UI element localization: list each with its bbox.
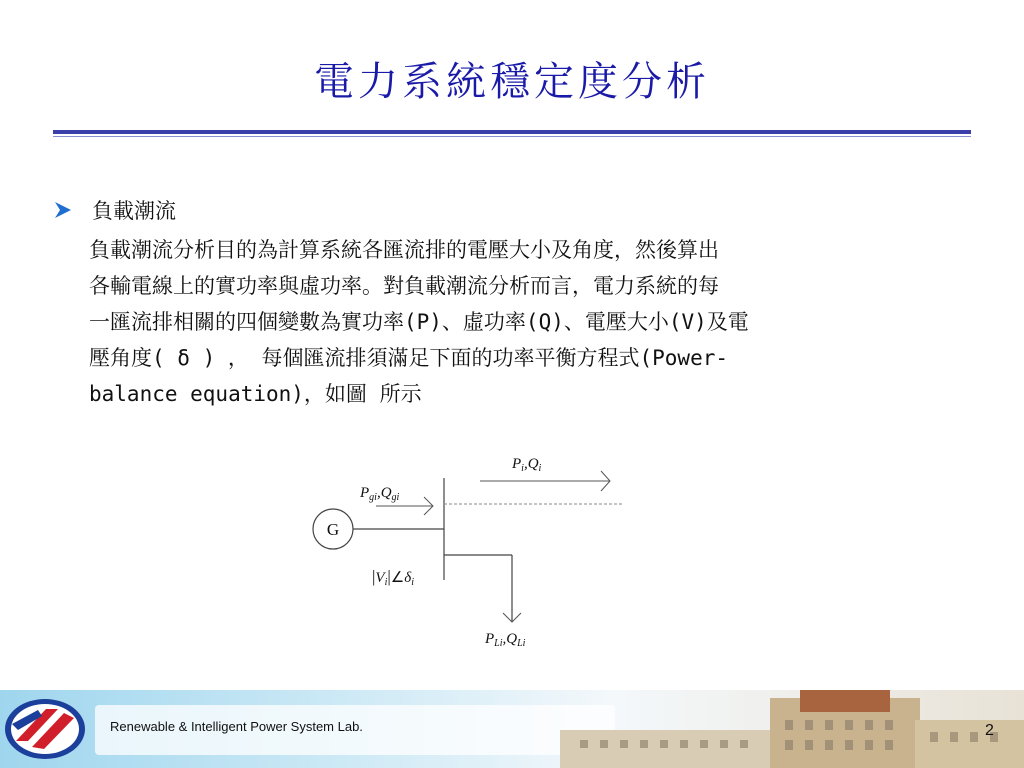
lab-name: Renewable & Intelligent Power System Lab. (110, 719, 363, 734)
campus-building-image (540, 690, 1024, 768)
title-rule (53, 130, 971, 134)
bullet-arrow-icon (52, 199, 74, 221)
lab-logo-icon (2, 696, 88, 762)
bullet-text: 負載潮流 (92, 199, 176, 223)
generator-label: G (326, 520, 340, 539)
voltage-angle-label: |Vi|∠δi (372, 567, 414, 588)
page-number: 2 (985, 722, 994, 739)
slide-title: 電力系統穩定度分析 (314, 59, 710, 105)
pgi-qgi-label: Pgi,Qgi (360, 485, 400, 503)
pi-qi-label: Pi,Qi (512, 456, 542, 474)
bullet-item (52, 195, 176, 225)
body-paragraph: 負載潮流分析目的為計算系統各匯流排的電壓大小及角度，然後算出 各輸電線上的實功率與虛功率。對負載潮流分析而言，電力系統的每 一匯流排相關的四個變數為實功率(P)、虛功率(Q)、電壓大小(V)及電 壓角度( δ ) ， 每個匯流排須滿足下面的功率平衡方程式(Power- balance equation)，如圖 所示 (89, 238, 749, 406)
bus-diagram (300, 450, 640, 660)
title-rule-thin (53, 136, 971, 137)
pli-qli-label: PLi,QLi (485, 631, 526, 649)
